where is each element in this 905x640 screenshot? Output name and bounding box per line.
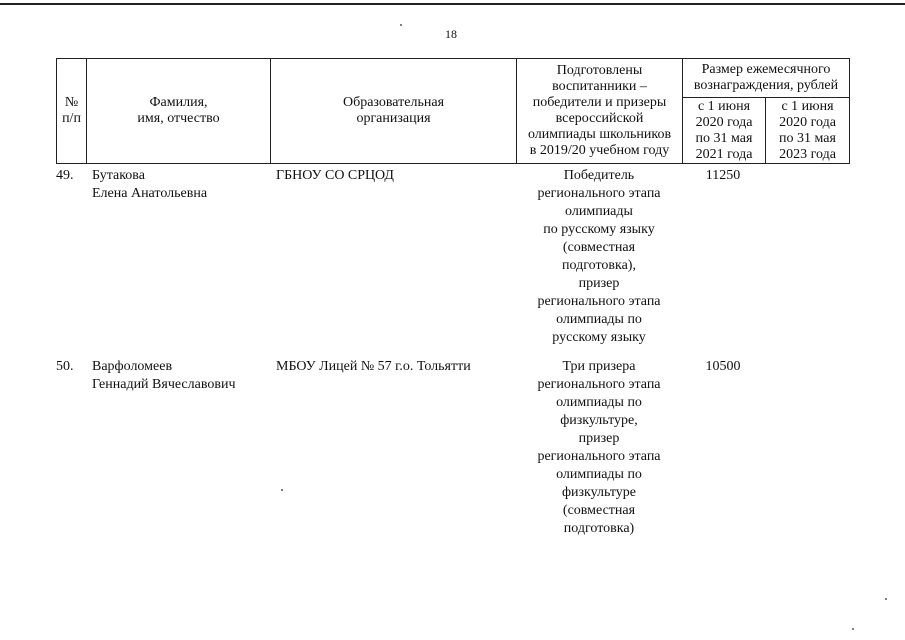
scan-speck	[400, 24, 402, 26]
header-period-1: с 1 июня 2020 года по 31 мая 2021 года	[683, 98, 766, 164]
table-header	[56, 58, 850, 164]
scan-speck	[885, 598, 887, 600]
row-amount-1: 10500	[705, 359, 741, 374]
scan-speck	[281, 489, 283, 491]
page-top-border	[0, 3, 905, 5]
row-name: Бутакова Елена Анатольевна	[92, 168, 208, 201]
row-amount-1: 11250	[705, 168, 741, 183]
page-number: 18	[445, 27, 457, 41]
row-number: 49.	[56, 168, 74, 183]
row-organization: МБОУ Лицей № 57 г.о. Тольятти	[276, 359, 471, 374]
row-number: 50.	[56, 359, 74, 374]
header-reward: Размер ежемесячного вознаграждения, рублей	[683, 59, 850, 98]
row-achievements: Три призера регионального этапа олимпиады по физкультуре, призер регионального этапа олимпиады по физкультуре (совместная подготовка)	[537, 359, 661, 536]
row-name: Варфоломеев Геннадий Вячеславович	[92, 359, 236, 392]
header-period-2: с 1 июня 2020 года по 31 мая 2023 года	[766, 98, 850, 164]
header-achievements: Подготовлены воспитанники – победители и призеры всероссийской олимпиады школьников в 2019/20 учебном году	[517, 59, 683, 164]
row-achievements: Победитель регионального этапа олимпиады по русскому языку (совместная подготовка), призер регионального этапа олимпиады по русскому языку	[537, 168, 661, 345]
row-organization: ГБНОУ СО СРЦОД	[276, 168, 394, 183]
header-name: Фамилия, имя, отчество	[87, 59, 271, 164]
scan-speck	[852, 628, 854, 630]
header-organization: Образовательная организация	[271, 59, 517, 164]
header-num: № п/п	[57, 59, 87, 164]
